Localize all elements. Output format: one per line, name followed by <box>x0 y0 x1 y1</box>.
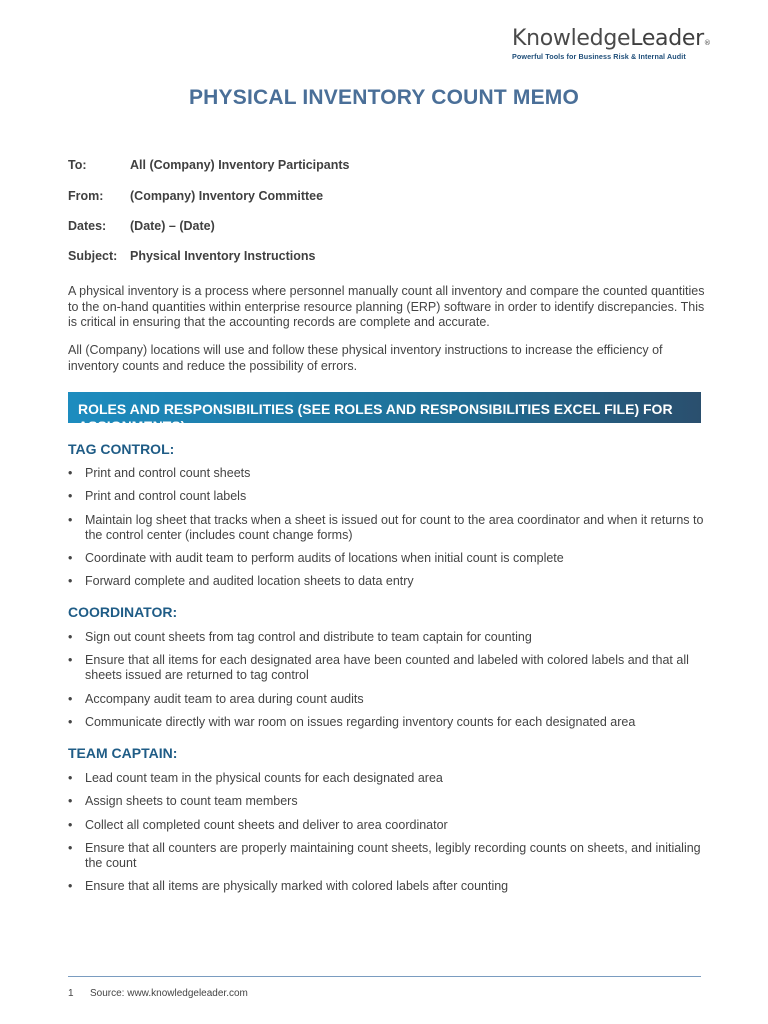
memo-from-value: (Company) Inventory Committee <box>130 189 324 203</box>
memo-to-row <box>68 158 349 172</box>
page-title: PHYSICAL INVENTORY COUNT MEMO <box>188 86 580 109</box>
list-item: • Ensure that all counters are properly maintaining count sheets, legibly recording counts on sheets, and initialing the count <box>68 841 708 871</box>
coordinator-list <box>68 630 708 738</box>
roles-banner <box>68 392 701 434</box>
locations-paragraph: All (Company) locations will use and follow these physical inventory instructions to increase the efficiency of inventory counts and reduce the possibility of errors. <box>68 343 663 373</box>
section-heading-tag-control: TAG CONTROL: <box>68 441 175 457</box>
memo-from-label: From: <box>68 189 104 203</box>
list-item: • Coordinate with audit team to perform audits of locations when initial count is complete <box>68 551 708 566</box>
footnote-number: 1 <box>68 988 74 999</box>
list-item: • Ensure that all items for each designated area have been counted and labeled with colored labels and that all sheets issued are returned to tag control <box>68 653 708 683</box>
footnote <box>68 988 248 999</box>
memo-subject-row <box>68 249 315 263</box>
memo-dates-value: (Date) – (Date) <box>130 219 215 233</box>
list-item: • Lead count team in the physical counts for each designated area <box>68 771 708 786</box>
logo-name-part1: Knowledge <box>512 26 631 51</box>
footnote-divider <box>68 976 701 977</box>
memo-dates-label: Dates: <box>68 219 107 233</box>
list-item: • Print and control count labels <box>68 489 708 504</box>
memo-dates-row <box>68 219 215 233</box>
list-item: • Sign out count sheets from tag control and distribute to team captain for counting <box>68 630 708 645</box>
list-item: • Assign sheets to count team members <box>68 794 708 809</box>
section-heading-team-captain: TEAM CAPTAIN: <box>68 745 178 761</box>
tag-control-list <box>68 466 708 597</box>
logo-tagline: Powerful Tools for Business Risk & Internal Audit <box>512 52 686 61</box>
roles-banner-text: ROLES AND RESPONSIBILITIES (SEE ROLES AND RESPONSIBILITIES EXCEL FILE) FOR ASSIGNMENTS): <box>78 401 673 434</box>
memo-from-row <box>68 189 323 203</box>
list-item: • Collect all completed count sheets and deliver to area coordinator <box>68 818 708 833</box>
memo-subject-label: Subject: <box>68 249 118 263</box>
memo-subject-value: Physical Inventory Instructions <box>130 249 316 263</box>
list-item: • Maintain log sheet that tracks when a sheet is issued out for count to the area coordinator and when it returns to the control center (includes count change forms) <box>68 513 708 543</box>
footnote-text: Source: www.knowledgeleader.com <box>90 988 248 999</box>
knowledgeleader-logo <box>512 26 711 61</box>
logo-name-part2: Leader <box>630 26 704 51</box>
list-item: • Print and control count sheets <box>68 466 708 481</box>
list-item: • Ensure that all items are physically marked with colored labels after counting <box>68 879 708 894</box>
list-item: • Forward complete and audited location sheets to data entry <box>68 574 708 589</box>
memo-to-value: All (Company) Inventory Participants <box>130 158 350 172</box>
logo-wordmark <box>512 26 711 52</box>
list-item: • Accompany audit team to area during count audits <box>68 692 708 707</box>
section-heading-coordinator: COORDINATOR: <box>68 604 178 620</box>
logo-trademark: ® <box>703 39 711 47</box>
memo-to-label: To: <box>68 158 87 172</box>
intro-paragraph: A physical inventory is a process where personnel manually count all inventory and compare the counted quantities to the on-hand quantities within enterprise resource planning (ERP) software in order to identify discrepancies. This is critical in ensuring that the accounting records are complete and accurate. <box>68 284 705 329</box>
team-captain-list <box>68 771 708 902</box>
list-item: • Communicate directly with war room on issues regarding inventory counts for each designated area <box>68 715 708 730</box>
